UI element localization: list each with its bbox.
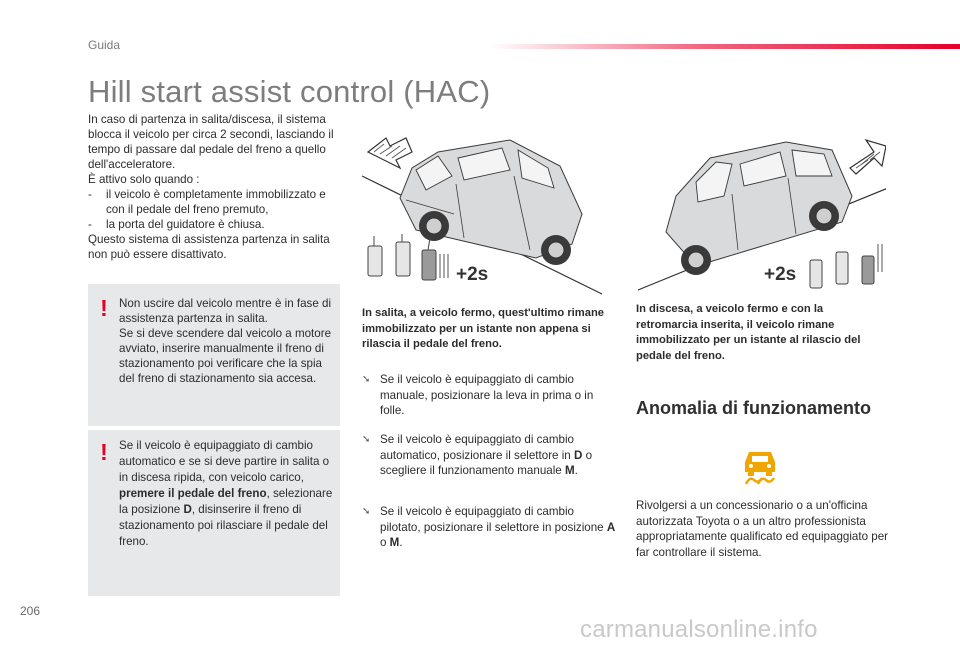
- header-accent-bar: [490, 44, 960, 49]
- malfunction-title: Anomalia di funzionamento: [636, 398, 872, 418]
- dash-bullet: -: [88, 218, 92, 231]
- release-arrow-icon: [878, 244, 882, 272]
- list-item: ➘ Se il veicolo è equipaggiato di cambio pilotato, posizionare il selettore in posizione A o M.: [362, 505, 616, 549]
- list-item: ➘ Se il veicolo è equipaggiato di cambio automatico, posizionare il selettore in D o scegliere il funzionamento manuale M.: [362, 433, 593, 477]
- dash-bullet: -: [88, 188, 92, 201]
- page-title: Hill start assist control (HAC): [88, 74, 491, 109]
- warning-box: [88, 284, 340, 426]
- warning-text: Non uscire dal veicolo mentre è in fase di assistenza partenza in salita. Se si deve scendere dal veicolo a motore avviato, inserire manualmente il freno di stazionamento poi verificare che la spia del freno di stazionamento sia accesa.: [119, 297, 332, 385]
- timer-label: +2s: [456, 264, 489, 285]
- arrow-bullet-icon: ➘: [362, 374, 371, 385]
- section-label: Guida: [88, 38, 121, 52]
- intro-note: Questo sistema di assistenza partenza in salita non può essere disattivato.: [88, 233, 330, 261]
- uphill-van-illustration: [360, 118, 610, 298]
- downhill-van-illustration: [636, 112, 886, 292]
- arrow-bullet-icon: ➘: [362, 434, 371, 445]
- intro-text: [88, 112, 344, 262]
- warning-exclamation-icon: !: [100, 295, 108, 321]
- timer-label: +2s: [764, 264, 797, 285]
- downhill-arrow-icon: [850, 140, 886, 174]
- arrow-bullet-icon: ➘: [362, 506, 371, 517]
- warning-text: Se il veicolo è equipaggiato di cambio automatico e se si deve partire in salita o in discesa ripida, con veicolo carico, premere il pedale del freno, selezionare la posizione D, disinserire il freno di stazionamento poi rilasciare il pedale del freno.: [119, 439, 333, 548]
- uphill-caption: In salita, a veicolo fermo, quest'ultimo rimane immobilizzato per un istante non appena si rilascia il pedale del freno.: [362, 307, 605, 350]
- malfunction-text: Rivolgersi a un concessionario o a un'officina autorizzata Toyota o a un altro professionista appropriatamente qualificato ed equipaggiato per far controllare il sistema.: [636, 499, 889, 559]
- watermark: carmanualsonline.info: [580, 616, 818, 643]
- list-item: ➘ Se il veicolo è equipaggiato di cambio manuale, posizionare la leva in prima o in folle.: [362, 373, 594, 417]
- warning-box: [88, 430, 340, 596]
- pedals-icon: [810, 252, 874, 288]
- intro-list-item: - la porta del guidatore è chiusa.: [88, 218, 265, 231]
- uphill-arrow-icon: [368, 138, 412, 168]
- release-arrow-icon: [440, 254, 448, 278]
- downhill-caption: In discesa, a veicolo fermo e con la retromarcia inserita, il veicolo rimane immobilizzato per un istante al rilascio del pedale del freno.: [636, 303, 861, 362]
- pedals-icon: [368, 234, 436, 280]
- warning-exclamation-icon: !: [100, 439, 108, 465]
- intro-active-when: È attivo solo quando :: [88, 173, 200, 186]
- intro-list-item: - il veicolo è completamente immobilizzato e con il pedale del freno premuto,: [88, 188, 326, 216]
- intro-paragraph: In caso di partenza in salita/discesa, il sistema blocca il veicolo per circa 2 secondi, lasciando il tempo di passare dal pedale del freno a quello dell'acceleratore.: [88, 113, 334, 171]
- page-number: 206: [20, 604, 41, 618]
- skid-warning-icon: [740, 448, 780, 486]
